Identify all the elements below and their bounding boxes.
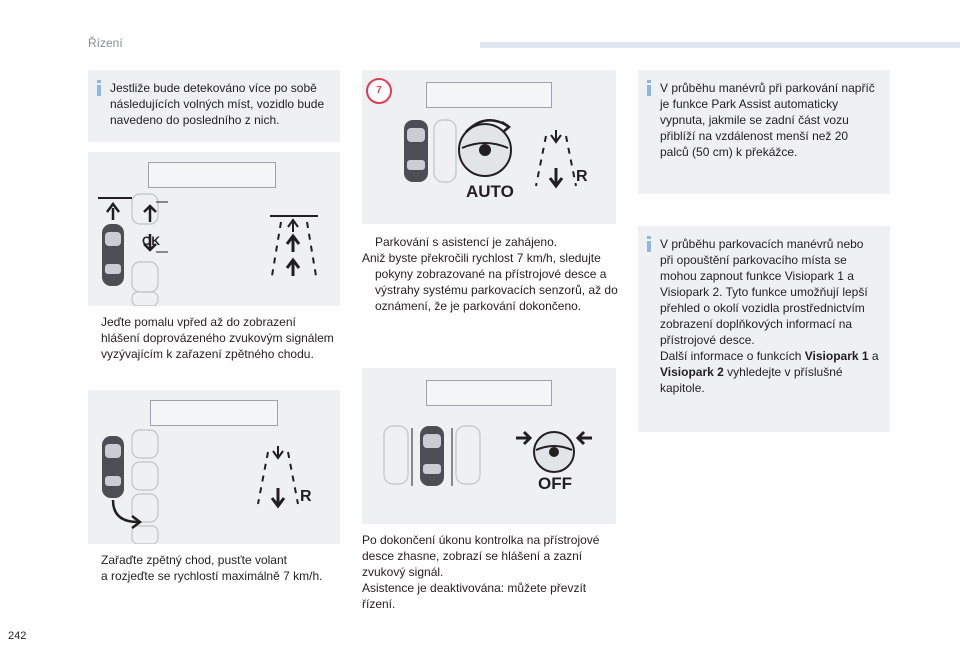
info-box-text: Jestliže bude detekováno více po sobě následujících volných míst, vozidlo bude navedeno do posledního z nich. — [110, 81, 325, 127]
reverse-gear-label: R — [300, 488, 312, 505]
instruction-assisted-parking — [362, 234, 622, 314]
completion-paragraph-2: Asistence je deaktivována: můžete převzít řízení. — [362, 581, 587, 611]
instruction-forward — [88, 314, 344, 362]
parking-scene-graphic — [88, 390, 340, 544]
illustration-reverse — [88, 390, 340, 544]
page-number: 242 — [8, 630, 27, 642]
reverse-gear-label: R — [576, 168, 588, 185]
step-badge: 7 — [366, 78, 392, 104]
illustration-off — [362, 368, 616, 524]
off-label: OFF — [538, 474, 572, 493]
section-title: Řízení — [88, 36, 123, 50]
instruction-first-line: Parkování s asistencí je zahájeno. — [375, 235, 558, 249]
ok-label: OK — [142, 234, 160, 248]
visiopark-2-bold: Visiopark 2 — [660, 365, 724, 379]
visiopark-1-bold: Visiopark 1 — [804, 349, 869, 363]
completion-paragraph-1: Po dokončení úkonu kontrolka na přístrojové desce zhasne, zobrazí se hlášení a zazní zvukový signál. — [362, 533, 600, 579]
instruction-first-line: Zařaďte zpětný chod, pusťte volant — [101, 553, 287, 567]
header-bar — [480, 42, 960, 48]
info-icon — [96, 80, 102, 96]
instruction-rest: pokyny zobrazované na přístrojové desce a výstrahy systému parkovacích senzorů, až do oznámení, že je parkování dokončeno. — [375, 267, 618, 313]
auto-label: AUTO — [466, 182, 514, 201]
info-box-text-end: vyhledejte v příslušné kapitole. — [660, 365, 843, 395]
info-box-text-conj: a — [868, 349, 879, 363]
illustration-auto-steering — [362, 70, 616, 224]
instruction-second-line: Aniž byste překročili rychlost 7 km/h, sledujte — [362, 251, 601, 265]
info-box-multiple-spaces — [88, 70, 340, 142]
info-icon — [646, 80, 652, 96]
info-box-text-more: Další informace o funkcích — [660, 349, 805, 363]
instruction-reverse — [88, 552, 344, 584]
instruction-rest: hlášení doprovázeného zvukovým signálem vyzývajícím k zařazení zpětného chodu. — [101, 331, 334, 361]
info-box-text: V průběhu manévrů při parkování napříč je funkce Park Assist automaticky vypnuta, jakmile se zadní část vozu přiblíží na vzdálenost menší než 20 palců (50 cm) k překážce. — [660, 81, 875, 159]
parking-scene-graphic — [362, 368, 616, 524]
instruction-first-line: Jeďte pomalu vpřed až do zobrazení — [101, 315, 296, 329]
instruction-rest: a rozjeďte se rychlostí maximálně 7 km/h. — [101, 569, 323, 583]
info-box-visiopark — [638, 226, 890, 432]
info-icon — [646, 236, 652, 252]
info-box-text: V průběhu parkovacích manévrů nebo při opouštění parkovacího místa se mohou zapnout funkce Visiopark 1 a Visiopark 2. Tyto funkce umožňují lepší přehled o okolí vozidla prostřednictvím zobrazení doplňkových informací na přístrojové desce. — [660, 237, 868, 347]
completion-text — [362, 532, 618, 612]
info-box-park-assist-off — [638, 70, 890, 194]
parking-scene-graphic — [88, 152, 340, 306]
illustration-forward-ok — [88, 152, 340, 306]
